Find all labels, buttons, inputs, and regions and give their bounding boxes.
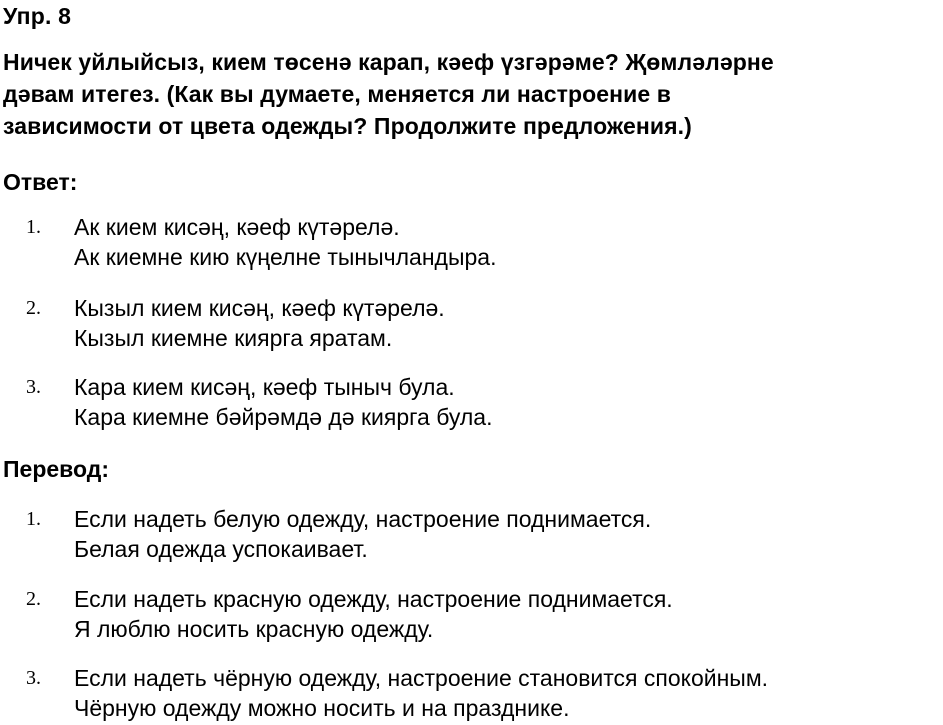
- item-text: [74, 212, 496, 272]
- item-line: Если надеть чёрную одежду, настроение становится спокойным.: [74, 665, 769, 691]
- item-text: [74, 663, 768, 723]
- task-line: дәвам итегез. (Как вы думаете, меняется ли настроение в: [3, 81, 672, 107]
- item-line: Кызыл кием кисәң, кәеф күтәрелә.: [74, 295, 445, 321]
- item-number: 2.: [26, 297, 41, 319]
- item-text: [74, 372, 492, 432]
- item-line: Я люблю носить красную одежду.: [74, 616, 434, 642]
- task-line: зависимости от цвета одежды? Продолжите предложения.): [3, 113, 692, 139]
- item-line: Если надеть красную одежду, настроение поднимается.: [74, 586, 673, 612]
- item-line: Кызыл киемне киярга яратам.: [74, 325, 393, 351]
- item-number: 3.: [26, 667, 41, 689]
- exercise-title: Упр. 8: [3, 3, 72, 29]
- item-line: Кара кием кисәң, кәеф тыныч була.: [74, 374, 455, 400]
- item-line: Кара киемне бәйрәмдә дә киярга була.: [74, 404, 493, 430]
- item-number: 3.: [26, 376, 41, 398]
- item-line: Белая одежда успокаивает.: [74, 536, 368, 562]
- answer-heading: Ответ:: [3, 169, 78, 195]
- task-text: [3, 46, 943, 142]
- item-number: 1.: [26, 508, 41, 530]
- item-text: [74, 584, 673, 644]
- item-number: 2.: [26, 588, 41, 610]
- item-text: [74, 504, 651, 564]
- translation-heading: Перевод:: [3, 456, 110, 482]
- task-line: Ничек уйлыйсыз, кием төсенә карап, кәеф үзгәрәме? Җөмләләрне: [3, 49, 774, 75]
- item-line: Чёрную одежду можно носить и на празднике.: [74, 695, 570, 721]
- item-line: Если надеть белую одежду, настроение поднимается.: [74, 506, 652, 532]
- item-text: [74, 293, 445, 353]
- item-line: Ак кием кисәң, кәеф күтәрелә.: [74, 214, 400, 240]
- item-number: 1.: [26, 216, 41, 238]
- item-line: Ак киемне кию күңелне тынычландыра.: [74, 244, 497, 270]
